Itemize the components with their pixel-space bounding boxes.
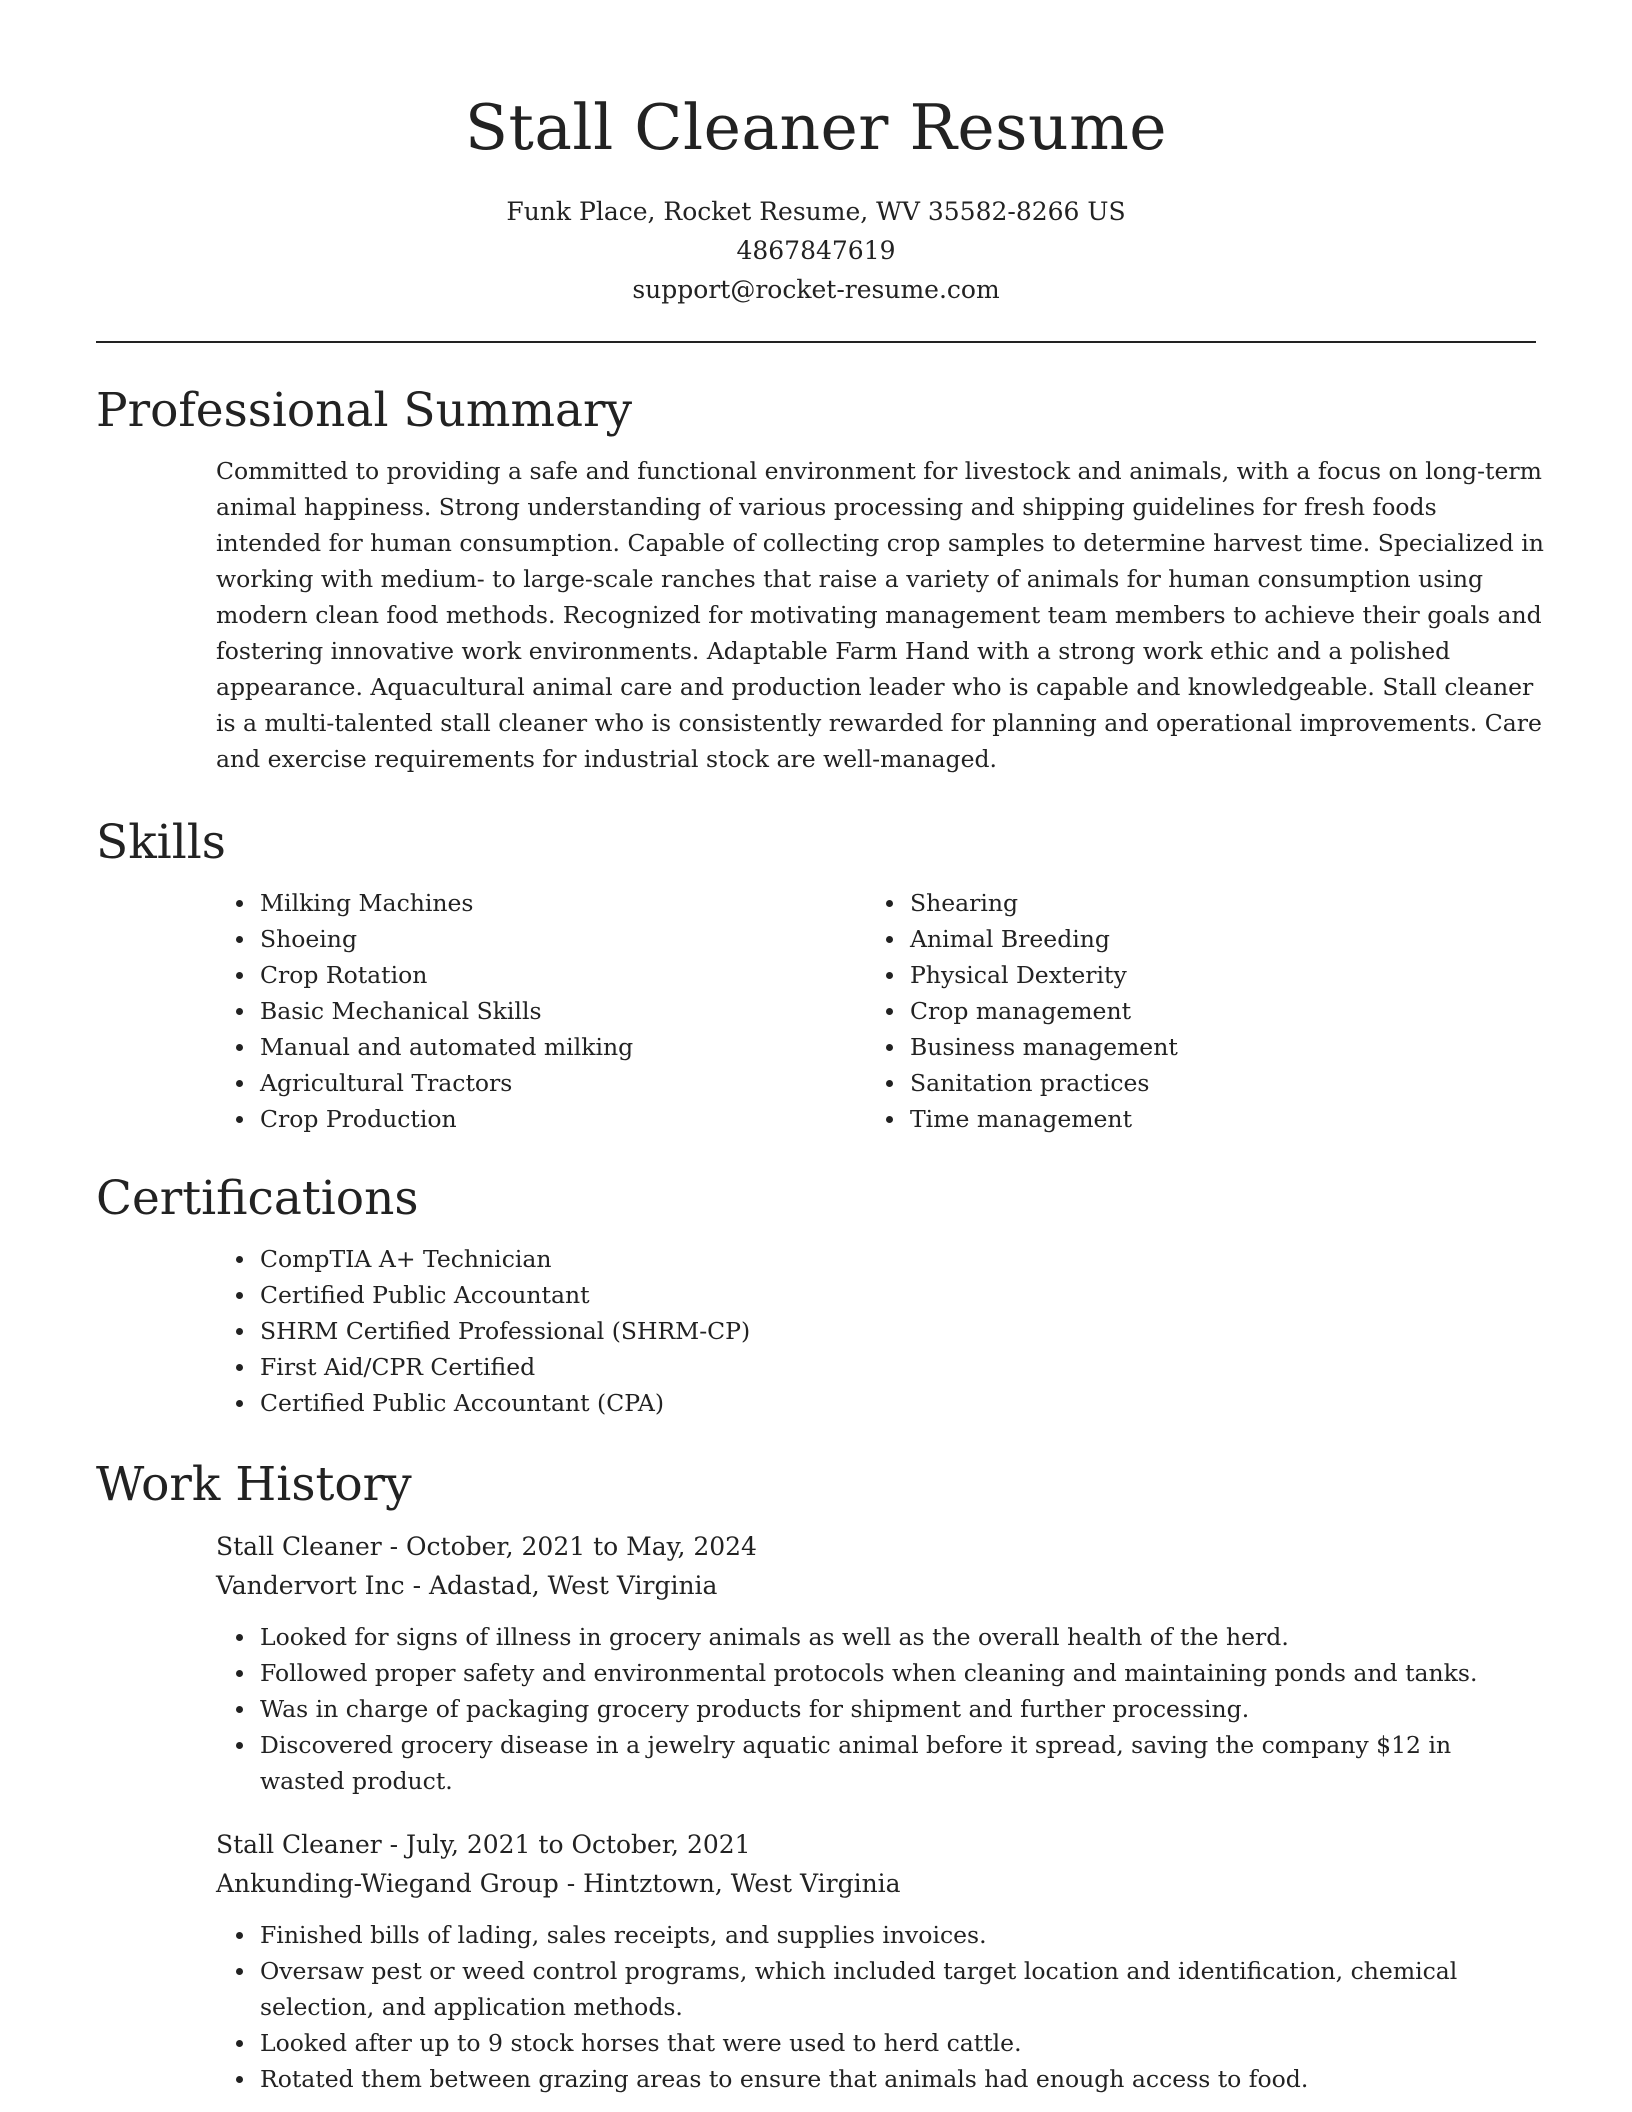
summary-section [96,381,1544,777]
job-bullet: Oversaw pest or weed control programs, which included target location and identification, chemical selection, and application methods. [216,1953,1536,2025]
job-location: - Adastad, West Virginia [404,1571,718,1600]
job-title: Stall Cleaner [216,1532,382,1561]
job-company: Vandervort Inc [216,1571,405,1600]
skills-section [96,813,1536,1137]
certification-item: SHRM Certified Professional (SHRM-CP) [216,1313,1536,1349]
contact-phone: 4867847619 [736,236,896,265]
certifications-section [96,1169,1536,1421]
job-company: Ankunding-Wiegand Group [216,1869,559,1898]
certification-item: CompTIA A+ Technician [216,1241,1536,1277]
work-history-heading: Work History [96,1457,412,1512]
skill-item: Business management [866,1029,1516,1065]
certification-item: Certified Public Accountant (CPA) [216,1385,1536,1421]
job-company-line [216,1864,1536,1903]
skills-heading: Skills [96,815,226,870]
skill-item: Animal Breeding [866,921,1516,957]
job-bullet: Rotated them between grazing areas to ensure that animals had enough access to food. [216,2061,1536,2097]
job-dates: - July, 2021 to October, 2021 [381,1830,751,1859]
certifications-heading: Certifications [96,1171,419,1226]
skill-item: Basic Mechanical Skills [216,993,866,1029]
summary-text: Committed to providing a safe and functional environment for livestock and animals, with a focus on long-term animal happiness. Strong understanding of various processing and shipping guidelines for fresh foods intended for human consumption. Capable of collecting crop samples to determine harvest time. Specialized in working with medium- to large-scale ranches that raise a variety of animals for human consumption using modern clean food methods. Recognized for motivating management team members to achieve their goals and fostering innovative work environments. Adaptable Farm Hand with a strong work ethic and a polished appearance. Aquacultural animal care and production leader who is capable and knowledgeable. Stall cleaner is a multi-talented stall cleaner who is consistently rewarded for planning and operational improvements. Care and exercise requirements for industrial stock are well-managed. [216,457,1544,773]
job-dates: - October, 2021 to May, 2024 [381,1532,757,1561]
job-bullet: Was in charge of packaging grocery products for shipment and further processing. [216,1691,1536,1727]
job-bullet: Looked after up to 9 stock horses that were used to herd cattle. [216,2025,1536,2061]
job-entry [216,1527,1536,1799]
skill-item: Agricultural Tractors [216,1065,866,1101]
job-company-line [216,1566,1536,1605]
job-bullet-list [216,1917,1536,2097]
job-bullet: Looked for signs of illness in grocery animals as well as the overall health of the herd. [216,1619,1536,1655]
job-location: - Hintztown, West Virginia [558,1869,901,1898]
skills-left-list [216,885,866,1137]
job-bullet: Discovered grocery disease in a jewelry aquatic animal before it spread, saving the company $12 in wasted product. [216,1727,1536,1799]
skills-grid [216,885,1536,1137]
certification-item: Certified Public Accountant [216,1277,1536,1313]
work-history-section [96,1455,1536,2097]
skill-item: Milking Machines [216,885,866,921]
skill-item: Manual and automated milking [216,1029,866,1065]
job-title-line [216,1527,1536,1566]
job-bullet: Finished bills of lading, sales receipts, and supplies invoices. [216,1917,1536,1953]
resume-title: Stall Cleaner Resume [464,91,1168,164]
header-divider [96,341,1536,343]
contact-block [0,192,1632,309]
skill-item: Physical Dexterity [866,957,1516,993]
certification-item: First Aid/CPR Certified [216,1349,1536,1385]
skill-item: Crop management [866,993,1516,1029]
skill-item: Shoeing [216,921,866,957]
job-title-line [216,1825,1536,1864]
job-entry [216,1825,1536,2097]
resume-header [0,0,1632,309]
job-bullet: Followed proper safety and environmental protocols when cleaning and maintaining ponds and tanks. [216,1655,1536,1691]
job-title: Stall Cleaner [216,1830,382,1859]
skill-item: Crop Rotation [216,957,866,993]
skills-right-list [866,885,1516,1137]
certifications-list [216,1241,1536,1421]
contact-email: support@rocket-resume.com [632,275,1000,304]
skill-item: Sanitation practices [866,1065,1516,1101]
job-bullet-list [216,1619,1536,1799]
skill-item: Crop Production [216,1101,866,1137]
summary-heading: Professional Summary [96,383,633,438]
skill-item: Time management [866,1101,1516,1137]
skill-item: Shearing [866,885,1516,921]
contact-address: Funk Place, Rocket Resume, WV 35582-8266 US [506,197,1126,226]
